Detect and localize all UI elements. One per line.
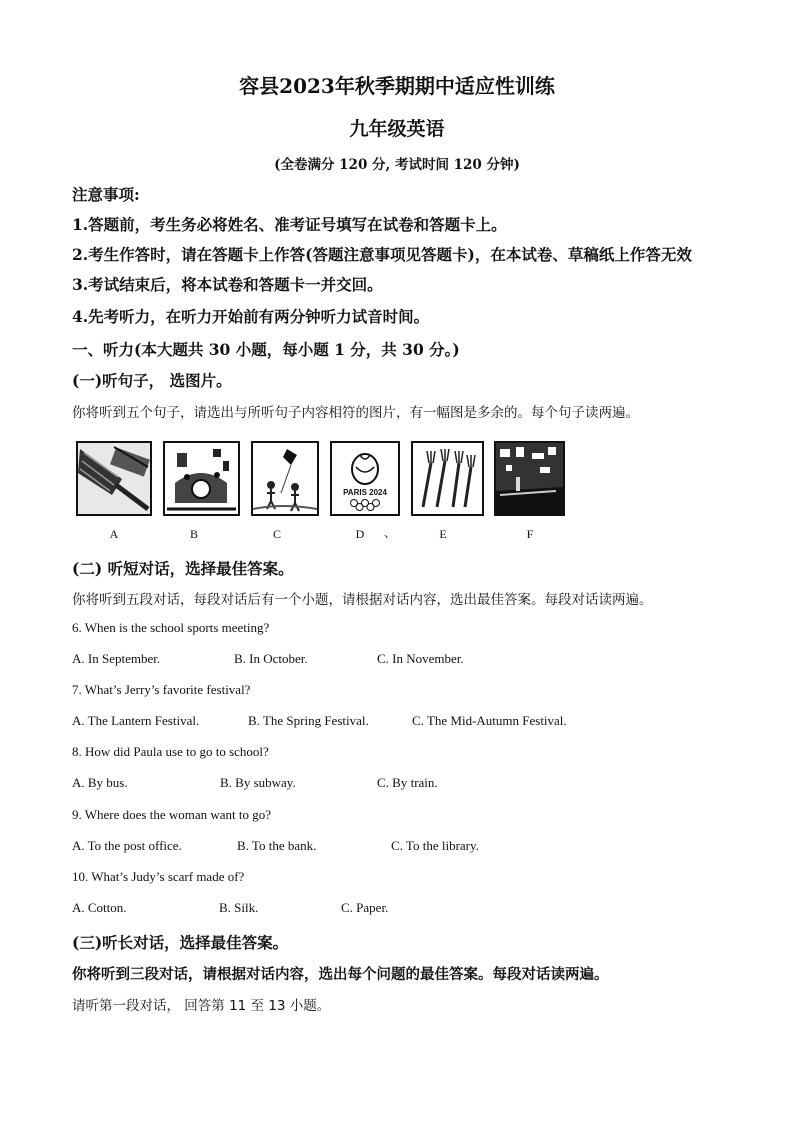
forks-icon bbox=[413, 443, 482, 514]
city-scene-icon bbox=[496, 443, 563, 514]
section1-heading: 一、听力(本大题共 30 小题，每小题 1 分，共 30 分。) bbox=[72, 340, 460, 359]
part1-instruction: 你将听到五个句子，请选出与所听句子内容相符的图片，有一幅图是多余的。每个句子读两遍。 bbox=[72, 405, 639, 421]
exam-title: 容县2023年秋季期期中适应性训练 bbox=[239, 74, 555, 98]
picture-d-paris-logo bbox=[330, 441, 400, 516]
stray-mark: 、 bbox=[383, 526, 396, 540]
question-8-option-a: A. By bus. bbox=[72, 775, 128, 790]
question-6: 6. When is the school sports meeting? bbox=[72, 620, 270, 635]
question-10: 10. What’s Judy’s scarf made of? bbox=[72, 869, 245, 884]
question-9-option-c: C. To the library. bbox=[391, 838, 479, 853]
kite-flying-icon bbox=[253, 443, 317, 514]
picture-label-f: F bbox=[526, 527, 534, 541]
question-7-option-c: C. The Mid-Autumn Festival. bbox=[412, 713, 567, 728]
question-7-option-b: B. The Spring Festival. bbox=[248, 713, 369, 728]
part2-instruction: 你将听到五段对话，每段对话后有一个小题，请根据对话内容，选出最佳答案。每段对话读两遍。 bbox=[72, 592, 653, 608]
picture-a-broom bbox=[76, 441, 152, 516]
notice-heading: 注意事项: bbox=[72, 185, 140, 204]
part3-first-dialogue: 请听第一段对话， 回答第 11 至 13 小题。 bbox=[72, 998, 331, 1014]
picture-c-kite bbox=[251, 441, 319, 516]
picture-label-b: B bbox=[189, 527, 198, 541]
notice-item-1: 1.答题前，考生务必将姓名、准考证号填写在试卷和答题卡上。 bbox=[72, 215, 507, 234]
question-8-option-b: B. By subway. bbox=[220, 775, 296, 790]
part2-heading: (二) 听短对话，选择最佳答案。 bbox=[72, 559, 294, 578]
notice-item-2: 2.考生作答时，请在答题卡上作答(答题注意事项见答题卡)，在本试卷、草稿纸上作答无效 bbox=[72, 245, 692, 264]
picture-b-temple bbox=[163, 441, 240, 516]
picture-label-d: D bbox=[355, 527, 365, 541]
exam-subtitle: 九年级英语 bbox=[349, 118, 445, 140]
part1-heading: (一)听句子， 选图片。 bbox=[72, 371, 232, 390]
notice-item-4: 4.先考听力，在听力开始前有两分钟听力试音时间。 bbox=[72, 307, 430, 326]
question-6-option-a: A. In September. bbox=[72, 651, 161, 666]
notice-item-3: 3.考试结束后，将本试卷和答题卡一并交回。 bbox=[72, 275, 383, 294]
question-10-option-a: A. Cotton. bbox=[72, 900, 127, 915]
question-9: 9. Where does the woman want to go? bbox=[72, 807, 272, 822]
picture-e-forks bbox=[411, 441, 484, 516]
question-7-option-a: A. The Lantern Festival. bbox=[72, 713, 200, 728]
score-note: (全卷满分 120 分, 考试时间 120 分钟) bbox=[274, 157, 520, 173]
picture-label-c: C bbox=[272, 527, 281, 541]
picture-label-e: E bbox=[439, 527, 447, 541]
question-6-option-c: C. In November. bbox=[377, 651, 464, 666]
question-6-option-b: B. In October. bbox=[234, 651, 308, 666]
temple-scene-icon bbox=[165, 443, 238, 514]
question-10-option-b: B. Silk. bbox=[219, 900, 259, 915]
question-9-option-a: A. To the post office. bbox=[72, 838, 182, 853]
broom-icon bbox=[78, 443, 150, 514]
question-8-option-c: C. By train. bbox=[377, 775, 438, 790]
picture-label-a: A bbox=[109, 527, 119, 541]
question-7: 7. What’s Jerry’s favorite festival? bbox=[72, 682, 251, 697]
paris-2024-logo bbox=[332, 443, 398, 514]
question-10-option-c: C. Paper. bbox=[341, 900, 389, 915]
part3-heading: (三)听长对话，选择最佳答案。 bbox=[72, 933, 289, 952]
question-9-option-b: B. To the bank. bbox=[237, 838, 317, 853]
part3-instruction: 你将听到三段对话，请根据对话内容，选出每个问题的最佳答案。每段对话读两遍。 bbox=[72, 966, 609, 983]
paris-logo-text: PARIS 2024 bbox=[343, 488, 387, 497]
question-8: 8. How did Paula use to go to school? bbox=[72, 744, 269, 759]
picture-f-city bbox=[494, 441, 565, 516]
